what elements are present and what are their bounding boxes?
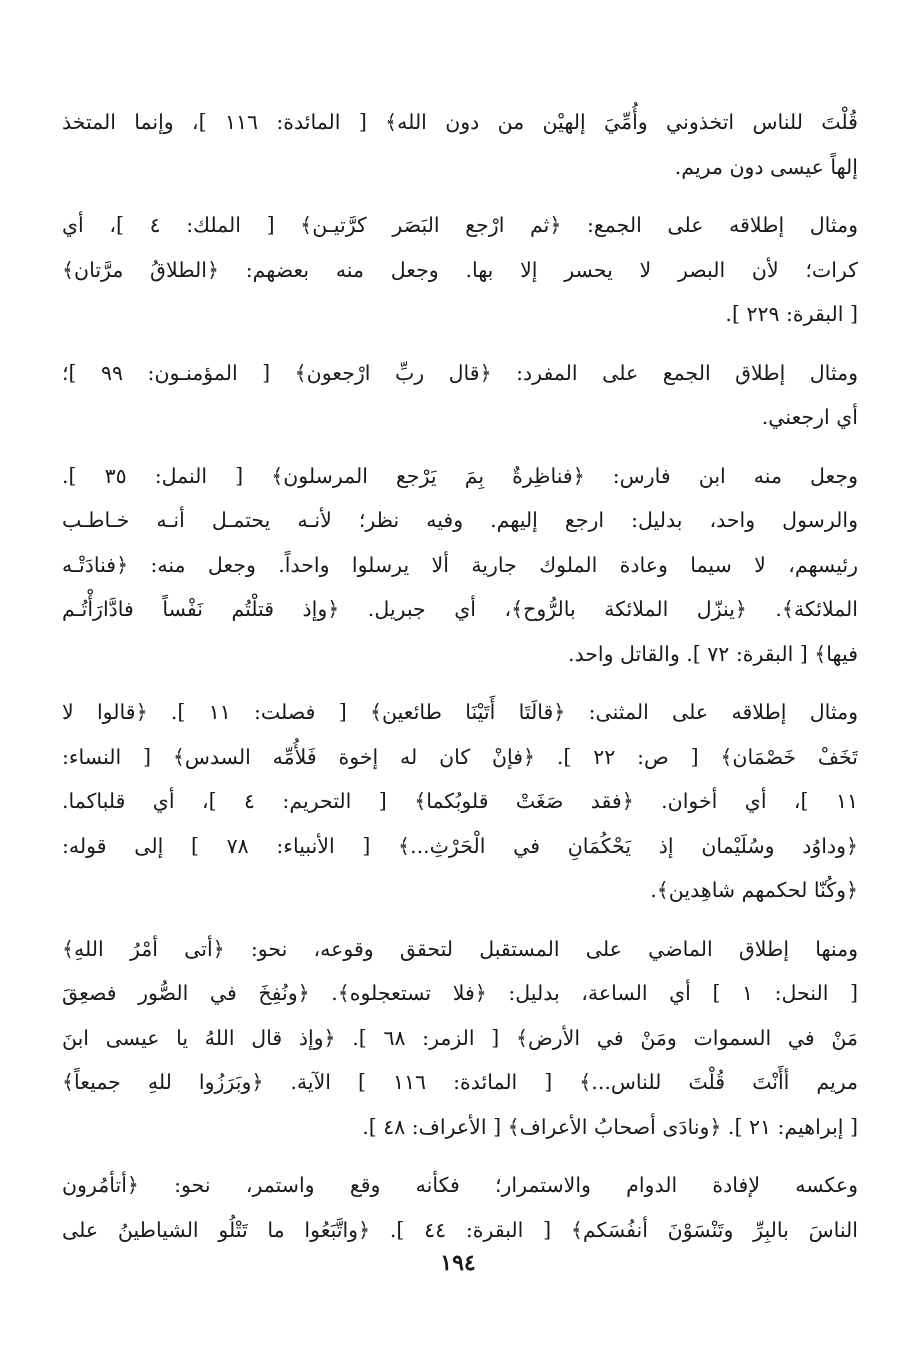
text-line: ومثال إطلاقه على المثنى: ﴿قالَتَا أَتَيْنَا طائعين﴾ [ فصلت: ١١ ]. ﴿قالوا لا [62, 700, 858, 724]
text-line: ﴿وكُنّا لحكمهم شاهِدين﴾. [650, 878, 858, 902]
text-line: ﴿وداوُد وسُلَيْمان إذ يَحْكُمَانِ في الْحَرْثِ...﴾ [ الأنبياء: ٧٨ ] إلى قوله: [62, 833, 858, 858]
text-line: أي ارجعني. [761, 405, 858, 429]
page-number: ١٩٤ [440, 1250, 476, 1276]
text-line: [ إبراهيم: ٢١ ]. ﴿ونادَى أصحابُ الأعراف﴾ [ الأعراف: ٤٨ ]. [362, 1114, 858, 1139]
text-line: ١١ ]، أي أخوان. ﴿فقد صَغَتْ قلوبُكما﴾ [ التحريم: ٤ ]، أي قلباكما. [62, 789, 858, 813]
text-line: ومثال إطلاق الجمع على المفرد: ﴿قال ربِّ ارْجعون﴾ [ المؤمنـون: ٩٩ ]؛ [62, 360, 858, 385]
text-line: إلهاً عيسى دون مريم. [674, 154, 858, 179]
text-line: [ البقرة: ٢٢٩ ]. [725, 302, 858, 326]
paragraph [62, 351, 858, 440]
text-line: فيها﴾ [ البقرة: ٧٢ ]. والقاتل واحد. [567, 641, 858, 666]
paragraph [62, 203, 858, 337]
paragraph [62, 454, 858, 677]
text-line: [ النحل: ١ ] أي الساعة، بدليل: ﴿فلا تستعجلوه﴾. ﴿ونُفِخَ في الصُّور فصعِقَ [62, 981, 858, 1005]
text-line: ومنها إطلاق الماضي على المستقبل لتحقق وقوعه، نحو: ﴿أتى أمْرُ اللهِ﴾ [62, 936, 858, 961]
paragraph [62, 690, 858, 913]
text-line: والرسول واحد، بدليل: ارجع إليهم. وفيه نظر؛ لأنـه يحتمـل أنـه خـاطـب [62, 508, 858, 532]
text-line: تَخَفْ خَصْمَان﴾ [ ص: ٢٢ ]. ﴿فإنْ كان له إخوة فَلأُمِّه السدس﴾ [ النساء: [62, 744, 858, 769]
text-line: الملائكة﴾. ﴿ينزّل الملائكة بالرُّوح﴾، أي جبريل. ﴿وإذ قتلْتُم نَفْساً فادَّارَأْتُـم [62, 597, 858, 621]
text-line: مريم أأَنْتَ قُلْتَ للناس...﴾ [ المائدة: ١١٦ ] الآية. ﴿وبَرَزُوا للهِ جميعاً﴾ [62, 1070, 858, 1094]
text-line: الناسَ بالبِرِّ وتَنْسَوْنَ أنفُسَكم﴾ [ البقرة: ٤٤ ]. ﴿واتَّبَعُوا ما تَتْلُو الشياطينُ على [62, 1217, 858, 1242]
text-line: مَنْ في السموات ومَنْ في الأرض﴾ [ الزمر: ٦٨ ]. ﴿وإذ قال اللهُ يا عيسى ابنَ [62, 1025, 858, 1050]
text-line: وجعل منه ابن فارس: ﴿فناظِرةٌ بِمَ يَرْجع المرسلون﴾ [ النمل: ٣٥ ]. [62, 463, 858, 488]
text-line: قُلْتَ للناس اتخذوني وأُمِّيَ إلهيْن من دون الله﴾ [ المائدة: ١١٦ ]، وإنما المتخذ [62, 110, 858, 134]
text-line: ومثال إطلاقه على الجمع: ﴿ثم ارْجع البَصَر كرَّتيـن﴾ [ الملك: ٤ ]، أي [62, 213, 858, 237]
text-line: كرات؛ لأن البصر لا يحسر إلا بها. وجعل منه بعضهم: ﴿الطلاقُ مرَّتان﴾ [62, 257, 858, 282]
paragraph [62, 100, 858, 189]
page-body [62, 100, 858, 1266]
paragraph [62, 1163, 858, 1252]
paragraph [62, 927, 858, 1150]
text-line: وعكسه لإفادة الدوام والاستمرار؛ فكأنه وقع واستمر، نحو: ﴿أتأمُرون [62, 1173, 858, 1197]
text-line: رئيسهم، لا سيما وعادة الملوك جارية ألا يرسلوا واحداً. وجعل منه: ﴿فنادَتْـه [62, 552, 858, 577]
